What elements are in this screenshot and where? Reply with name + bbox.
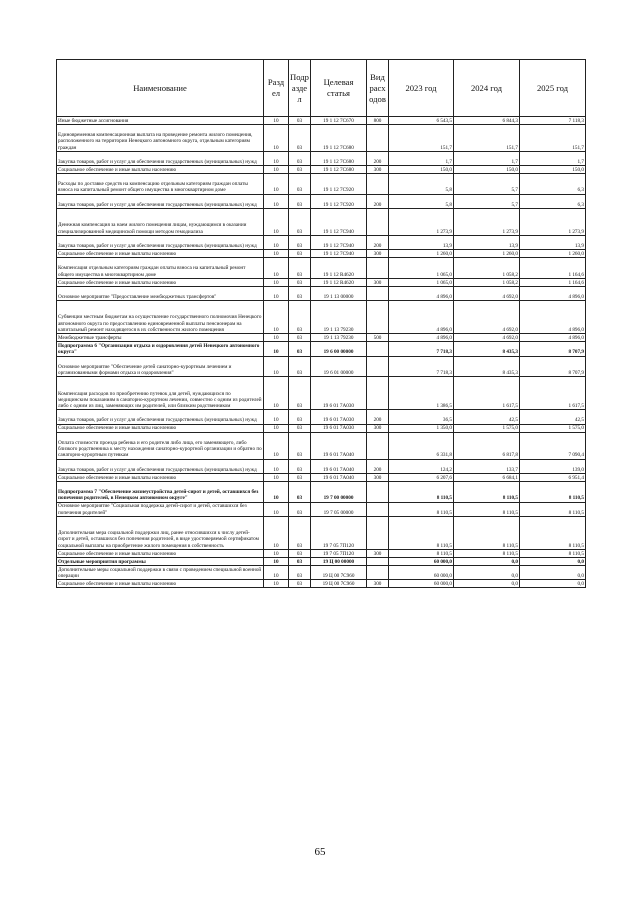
row-expense-type: 200 [367,235,389,249]
row-subsection: 03 [289,334,311,342]
row-expense-type: 200 [367,410,389,424]
row-section: 10 [264,286,289,300]
row-amount-2023: 6 543,5 [389,117,454,125]
row-expense-type [367,565,389,579]
row-subsection: 03 [289,209,311,236]
row-expense-type [367,209,389,236]
row-target-article: 19 1 12 7С680 [311,125,367,152]
row-amount-2025: 4 896,0 [520,286,586,300]
row-target-article: 19 1 12 7С940 [311,250,367,258]
row-amount-2023: 1 065,0 [389,258,454,279]
row-section: 10 [264,459,289,473]
row-name: Единовременная компенсационная выплата на проведение ремонта жилого помещения, расположенного на территории Ненецкого автономного округа, отдельным категориям граждан [57,125,264,152]
row-amount-2023: 8 110,5 [389,516,454,549]
row-amount-2024: 1 058,2 [454,258,520,279]
table-row [57,125,586,152]
header-name: Наименование [57,60,264,117]
row-section: 10 [264,516,289,549]
row-target-article: 19 1 13 79230 [311,334,367,342]
row-amount-2023: 1 273,9 [389,209,454,236]
row-amount-2024: 42,5 [454,410,520,424]
row-name: Социальное обеспечение и иные выплаты населению [57,549,264,557]
row-amount-2025: 7 118,3 [520,117,586,125]
row-name: Основное мероприятие "Предоставление межбюджетных трансфертов" [57,286,264,300]
table-row [57,516,586,549]
row-name: Социальное обеспечение и иные выплаты населению [57,473,264,481]
table-row [57,565,586,579]
row-amount-2025: 6,3 [520,174,586,195]
table-row [57,557,586,565]
row-amount-2023: 1 350,0 [389,424,454,432]
row-amount-2023: 36,5 [389,410,454,424]
row-amount-2023: 5,8 [389,194,454,208]
row-expense-type [367,356,389,377]
header-subsection: Подр азде л [289,60,311,117]
row-subsection: 03 [289,151,311,165]
row-expense-type [367,502,389,516]
row-target-article: 19 1 13 00000 [311,286,367,300]
row-section: 10 [264,166,289,174]
row-name: Закупка товаров, работ и услуг для обеспечения государственных (муниципальных) нужд [57,151,264,165]
row-name: Денежная компенсация за наем жилого помещения лицам, нуждающимся в оказании специализированной медицинской помощи методом гемодиализа [57,209,264,236]
row-target-article: 19 1 12 7С680 [311,166,367,174]
budget-table [56,59,586,588]
row-target-article: 19 1 12 R4620 [311,258,367,279]
row-amount-2023: 7 718,3 [389,342,454,356]
row-expense-type: 200 [367,194,389,208]
row-amount-2024: 1,7 [454,151,520,165]
row-amount-2024: 8 110,5 [454,549,520,557]
row-name: Закупка товаров, работ и услуг для обеспечения государственных (муниципальных) нужд [57,410,264,424]
row-subsection: 03 [289,342,311,356]
table-row [57,151,586,165]
table-row [57,424,586,432]
row-subsection: 03 [289,117,311,125]
row-target-article: 19 6 01 7А040 [311,432,367,459]
table-row [57,580,586,588]
row-section: 10 [264,117,289,125]
row-name: Межбюджетные трансферты [57,334,264,342]
row-subsection: 03 [289,278,311,286]
row-subsection: 03 [289,125,311,152]
row-target-article: 19 7 00 00000 [311,481,367,502]
row-section: 10 [264,356,289,377]
row-subsection: 03 [289,473,311,481]
row-name: Субвенции местным бюджетам на осуществление государственного полномочия Ненецкого автономного округа по предоставлению единовременной выплаты пенсионерам на капитальный ремонт находящегося в их собственности жилого помещения [57,301,264,334]
row-expense-type [367,342,389,356]
row-amount-2024: 4 692,0 [454,301,520,334]
table-row [57,334,586,342]
table-row [57,502,586,516]
row-subsection: 03 [289,557,311,565]
row-name: Основное мероприятие "Обеспечение детей санаторно-курортным лечением и организованными формами отдыха и оздоровления" [57,356,264,377]
row-section: 10 [264,334,289,342]
row-section: 10 [264,432,289,459]
row-name: Закупка товаров, работ и услуг для обеспечения государственных (муниципальных) нужд [57,459,264,473]
row-amount-2025: 1 260,0 [520,250,586,258]
row-amount-2023: 8 110,5 [389,481,454,502]
row-amount-2024: 8 435,3 [454,356,520,377]
row-amount-2024: 0,0 [454,557,520,565]
row-amount-2025: 8 707,9 [520,342,586,356]
row-subsection: 03 [289,502,311,516]
page-number: 65 [314,846,326,858]
row-expense-type [367,557,389,565]
row-name: Социальное обеспечение и иные выплаты населению [57,580,264,588]
row-target-article: 19 7 05 7П120 [311,549,367,557]
row-amount-2023: 60 000,0 [389,557,454,565]
row-amount-2025: 0,0 [520,557,586,565]
table-row [57,194,586,208]
row-amount-2025: 8 110,5 [520,502,586,516]
row-expense-type: 500 [367,334,389,342]
row-amount-2024: 5,7 [454,174,520,195]
row-amount-2025: 42,5 [520,410,586,424]
row-expense-type [367,516,389,549]
row-subsection: 03 [289,250,311,258]
row-target-article: 19 6 01 7А030 [311,410,367,424]
row-amount-2023: 150,0 [389,166,454,174]
table-row [57,301,586,334]
row-expense-type: 300 [367,278,389,286]
table-row [57,209,586,236]
row-amount-2025: 1 273,9 [520,209,586,236]
row-amount-2024: 8 435,3 [454,342,520,356]
row-target-article: 19 6 01 7А040 [311,459,367,473]
row-section: 10 [264,410,289,424]
row-amount-2023: 4 896,0 [389,334,454,342]
table-row [57,459,586,473]
row-name: Компенсация отдельным категориям граждан оплаты взноса на капитальный ремонт общего имущества в многоквартирном доме [57,258,264,279]
row-name: Подпрограмма 6 "Организация отдыха и оздоровления детей Ненецкого автономного округа" [57,342,264,356]
row-section: 10 [264,481,289,502]
row-amount-2025: 8 110,5 [520,549,586,557]
row-amount-2025: 8 110,5 [520,481,586,502]
table-row [57,432,586,459]
row-amount-2024: 1 260,0 [454,250,520,258]
row-amount-2023: 8 110,5 [389,549,454,557]
row-target-article: 19 1 12 7С920 [311,174,367,195]
row-target-article: 19 1 12 7С940 [311,209,367,236]
header-expense-type: Вид расх одов [367,60,389,117]
row-section: 10 [264,342,289,356]
row-amount-2025: 1,7 [520,151,586,165]
row-amount-2024: 8 110,5 [454,502,520,516]
row-amount-2023: 6 207,6 [389,473,454,481]
row-section: 10 [264,278,289,286]
row-subsection: 03 [289,356,311,377]
row-name: Дополнительные меры социальной поддержки в связи с проведением специальной военной операции [57,565,264,579]
row-subsection: 03 [289,174,311,195]
row-name: Дополнительная мера социальной поддержки лиц, ранее относившихся к числу детей-сирот и детей, оставшихся без попечения родителей, в виде удостоверяемой сертификатом социальной выплаты на приобретение жилого помещения в собственность [57,516,264,549]
row-amount-2023: 1 260,0 [389,250,454,258]
table-row [57,473,586,481]
row-amount-2023: 4 896,0 [389,286,454,300]
row-amount-2024: 13,9 [454,235,520,249]
row-amount-2023: 1,7 [389,151,454,165]
row-subsection: 03 [289,286,311,300]
row-amount-2023: 5,8 [389,174,454,195]
header-2025: 2025 год [520,60,586,117]
row-target-article: 19 6 01 7А030 [311,377,367,410]
row-target-article: 19 1 12 7С920 [311,194,367,208]
row-expense-type: 300 [367,549,389,557]
row-amount-2023: 151,7 [389,125,454,152]
table-row [57,342,586,356]
row-expense-type [367,174,389,195]
row-name: Закупка товаров, работ и услуг для обеспечения государственных (муниципальных) нужд [57,235,264,249]
row-section: 10 [264,580,289,588]
row-name: Закупка товаров, работ и услуг для обеспечения государственных (муниципальных) нужд [57,194,264,208]
row-target-article: 19 1 12 7С680 [311,151,367,165]
row-name: Расходы по доставке средств на компенсацию отдельным категориям граждан оплаты взноса на капитальный ремонт общего имущества в многоквартирном доме [57,174,264,195]
row-subsection: 03 [289,301,311,334]
row-amount-2024: 0,0 [454,565,520,579]
row-expense-type: 300 [367,473,389,481]
row-amount-2024: 6 684,1 [454,473,520,481]
row-target-article: 19 1 12 7С670 [311,117,367,125]
row-expense-type: 300 [367,250,389,258]
row-expense-type: 300 [367,166,389,174]
row-amount-2025: 1 164,6 [520,278,586,286]
row-expense-type [367,125,389,152]
row-amount-2025: 0,0 [520,565,586,579]
row-target-article: 19 7 05 7П120 [311,516,367,549]
row-amount-2024: 4 692,0 [454,286,520,300]
row-subsection: 03 [289,481,311,502]
row-subsection: 03 [289,166,311,174]
row-amount-2023: 4 896,0 [389,301,454,334]
row-amount-2023: 60 000,0 [389,565,454,579]
row-amount-2024: 150,0 [454,166,520,174]
row-expense-type: 800 [367,117,389,125]
row-amount-2025: 1 575,0 [520,424,586,432]
row-name: Социальное обеспечение и иные выплаты населению [57,424,264,432]
row-section: 10 [264,565,289,579]
row-subsection: 03 [289,194,311,208]
row-amount-2024: 6 817,8 [454,432,520,459]
table-row [57,410,586,424]
row-section: 10 [264,549,289,557]
row-amount-2025: 8 110,5 [520,516,586,549]
row-name: Подпрограмма 7 "Обеспечение жизнеустройства детей-сирот и детей, оставшихся без попечения родителей, в Ненецком автономном округе" [57,481,264,502]
row-section: 10 [264,473,289,481]
row-amount-2024: 1 617,5 [454,377,520,410]
row-amount-2025: 8 707,9 [520,356,586,377]
row-amount-2023: 13,9 [389,235,454,249]
header-section: Разд ел [264,60,289,117]
row-subsection: 03 [289,377,311,410]
row-amount-2023: 60 000,0 [389,580,454,588]
row-expense-type [367,432,389,459]
row-amount-2025: 6 951,4 [520,473,586,481]
row-amount-2025: 0,0 [520,580,586,588]
table-row [57,549,586,557]
row-amount-2024: 6 844,3 [454,117,520,125]
table-row [57,166,586,174]
row-name: Социальное обеспечение и иные выплаты населению [57,250,264,258]
row-section: 10 [264,174,289,195]
row-subsection: 03 [289,424,311,432]
row-target-article: 19 6 01 00000 [311,356,367,377]
row-target-article: 19 6 00 00000 [311,342,367,356]
row-subsection: 03 [289,459,311,473]
table-row [57,250,586,258]
row-target-article: 19 1 12 7С940 [311,235,367,249]
row-amount-2025: 1 617,5 [520,377,586,410]
row-expense-type: 300 [367,580,389,588]
row-section: 10 [264,424,289,432]
row-target-article: 19 Ц 00 7С960 [311,565,367,579]
row-expense-type [367,377,389,410]
row-expense-type: 300 [367,424,389,432]
row-name: Оплата стоимости проезда ребенка и его родителя либо лица, его заменяющего, либо близкого родственника к месту нахождения санаторно-курортной организации и обратно по санаторно-курортным путевкам [57,432,264,459]
row-section: 10 [264,125,289,152]
row-target-article: 19 1 12 R4620 [311,278,367,286]
row-amount-2023: 6 331,8 [389,432,454,459]
row-subsection: 03 [289,258,311,279]
row-amount-2024: 8 110,5 [454,481,520,502]
row-name: Социальное обеспечение и иные выплаты населению [57,278,264,286]
row-amount-2024: 0,0 [454,580,520,588]
row-name: Основное мероприятие "Социальная поддержка детей-сирот и детей, оставшихся без попечения родителей" [57,502,264,516]
row-amount-2025: 4 896,0 [520,334,586,342]
row-expense-type: 200 [367,459,389,473]
row-amount-2024: 4 692,0 [454,334,520,342]
row-subsection: 03 [289,549,311,557]
row-amount-2024: 133,7 [454,459,520,473]
table-row [57,258,586,279]
row-section: 10 [264,235,289,249]
row-target-article: 19 Ц 00 00000 [311,557,367,565]
row-expense-type [367,301,389,334]
row-section: 10 [264,194,289,208]
header-2023: 2023 год [389,60,454,117]
table-row [57,356,586,377]
row-section: 10 [264,557,289,565]
row-name: Отдельные мероприятия программы [57,557,264,565]
row-target-article: 19 6 01 7А030 [311,424,367,432]
row-subsection: 03 [289,410,311,424]
row-subsection: 03 [289,235,311,249]
table-row [57,286,586,300]
table-row [57,117,586,125]
row-name: Социальное обеспечение и иные выплаты населению [57,166,264,174]
row-amount-2025: 6,3 [520,194,586,208]
row-amount-2024: 8 110,5 [454,516,520,549]
row-name: Компенсация расходов по приобретению путевок для детей, нуждающихся по медицинским показаниям в санаторно-курортном лечении, совместно с одним из родителей либо с одним из лиц, заменяющих им родителей, или близким родственником [57,377,264,410]
row-amount-2023: 124,2 [389,459,454,473]
row-expense-type [367,481,389,502]
row-section: 10 [264,250,289,258]
row-amount-2023: 1 065,0 [389,278,454,286]
row-amount-2023: 1 386,5 [389,377,454,410]
row-target-article: 19 6 01 7А040 [311,473,367,481]
row-subsection: 03 [289,516,311,549]
table-row [57,377,586,410]
row-target-article: 19 7 05 00000 [311,502,367,516]
row-subsection: 03 [289,580,311,588]
row-amount-2024: 151,7 [454,125,520,152]
row-section: 10 [264,209,289,236]
row-amount-2025: 139,0 [520,459,586,473]
row-amount-2025: 1 164,6 [520,258,586,279]
row-section: 10 [264,301,289,334]
row-expense-type [367,286,389,300]
row-subsection: 03 [289,432,311,459]
table-row [57,174,586,195]
row-amount-2025: 150,0 [520,166,586,174]
row-expense-type: 200 [367,151,389,165]
row-section: 10 [264,377,289,410]
row-subsection: 03 [289,565,311,579]
row-name: Иные бюджетные ассигнования [57,117,264,125]
row-amount-2024: 1 575,0 [454,424,520,432]
row-expense-type [367,258,389,279]
row-amount-2025: 7 090,4 [520,432,586,459]
row-amount-2023: 8 110,5 [389,502,454,516]
row-section: 10 [264,151,289,165]
table-row [57,278,586,286]
row-amount-2025: 13,9 [520,235,586,249]
table-body [57,117,586,588]
header-target-article: Целевая статья [311,60,367,117]
row-target-article: 19 1 13 79230 [311,301,367,334]
row-amount-2024: 5,7 [454,194,520,208]
table-row [57,481,586,502]
table-row [57,235,586,249]
row-section: 10 [264,258,289,279]
row-amount-2024: 1 058,2 [454,278,520,286]
row-amount-2025: 151,7 [520,125,586,152]
table-header-row [57,60,586,117]
header-2024: 2024 год [454,60,520,117]
row-amount-2024: 1 273,9 [454,209,520,236]
row-section: 10 [264,502,289,516]
row-amount-2023: 7 718,3 [389,356,454,377]
row-target-article: 19 Ц 00 7С960 [311,580,367,588]
row-amount-2025: 4 896,0 [520,301,586,334]
